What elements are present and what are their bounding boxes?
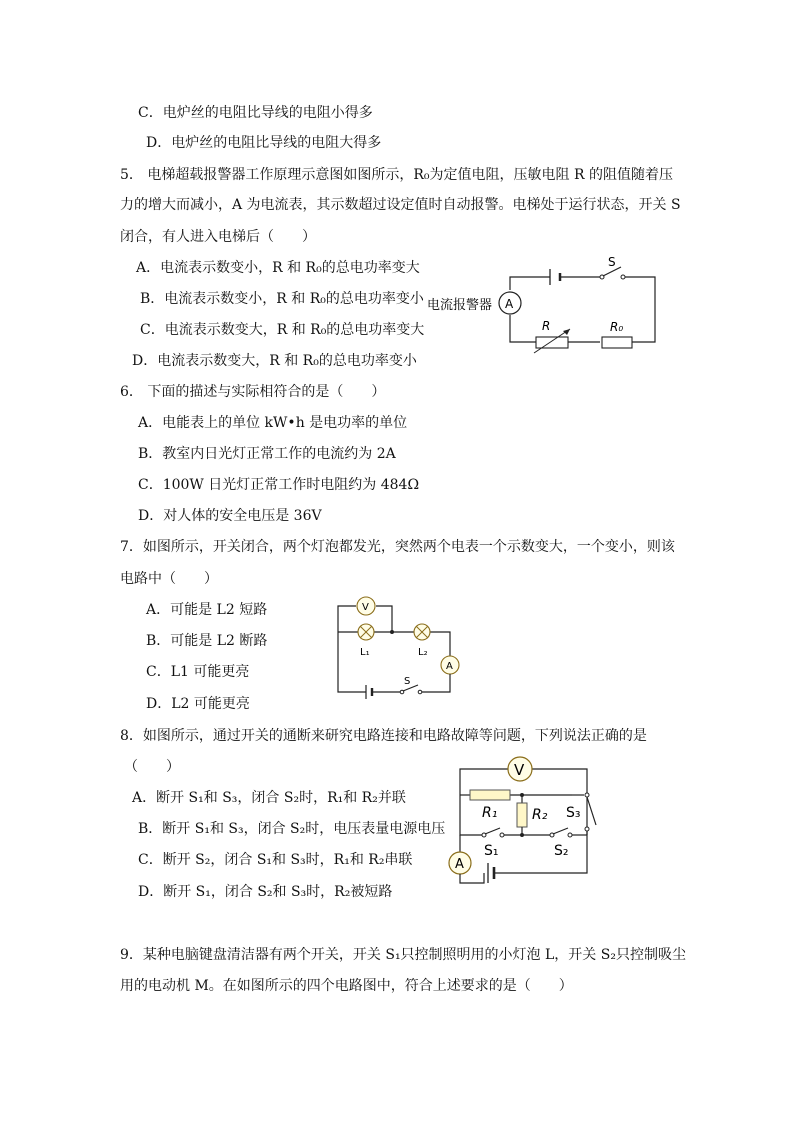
q6-option-c: C．100W 日光灯正常工作时电阻约为 484Ω <box>138 477 420 493</box>
q5-stem-line2: 力的增大而减小，A 为电流表，其示数超过设定值时自动报警。电梯处于运行状态，开关 S <box>120 197 681 213</box>
q8-option-d: D．断开 S₁，闭合 S₂和 S₃时，R₂被短路 <box>138 884 393 900</box>
q8-option-c: C．断开 S₂，闭合 S₁和 S₃时，R₁和 R₂串联 <box>138 852 413 868</box>
q7-option-a: A．可能是 L2 短路 <box>146 602 268 618</box>
ammeter-label: A <box>455 857 464 872</box>
q9-stem-line1: 9．某种电脑键盘清洁器有两个开关，开关 S₁只控制照明用的小灯泡 L，开关 S₂只控制吸尘 <box>120 947 686 963</box>
switch-s3-icon <box>587 797 596 825</box>
voltmeter-label: V <box>362 602 369 613</box>
resistor-r2-icon <box>517 803 527 827</box>
q7-circuit-diagram <box>330 596 470 696</box>
ammeter-label: A <box>505 297 514 311</box>
q6-option-b: B．教室内日光灯正常工作的电流约为 2A <box>138 446 396 462</box>
q4-option-d: D．电炉丝的电阻比导线的电阻大得多 <box>146 135 382 151</box>
q5-option-b: B．电流表示数变小，R 和 R₀的总电功率变小 <box>140 291 424 307</box>
q5-option-a: A．电流表示数变小，R 和 R₀的总电功率变大 <box>136 260 420 276</box>
q5-stem-line1: 5． 电梯超载报警器工作原理示意图如图所示，R₀为定值电阻，压敏电阻 R 的阻值随着压 <box>120 167 673 183</box>
q9-stem-line2: 用的电动机 M。在如图所示的四个电路图中，符合上述要求的是（ ） <box>120 978 573 994</box>
switch-s3-label: S₃ <box>566 805 581 821</box>
q6-option-d: D．对人体的安全电压是 36V <box>138 508 322 524</box>
lamp-l2-label: L₂ <box>418 647 428 658</box>
q7-option-d: D．L2 可能更亮 <box>146 696 250 712</box>
q7-stem-line2: 电路中（ ） <box>120 571 218 587</box>
resistor-r1-label: R₁ <box>482 805 498 821</box>
voltmeter-label: V <box>514 761 525 779</box>
resistor-r1-icon <box>470 790 510 800</box>
q8-stem-line1: 8．如图所示，通过开关的通断来研究电路连接和电路故障等问题，下列说法正确的是 <box>120 728 647 744</box>
switch-s2-icon <box>553 828 568 834</box>
q5-stem-line3: 闭合，有人进入电梯后（ ） <box>120 229 316 245</box>
q8-option-b: B．断开 S₁和 S₃，闭合 S₂时，电压表量电源电压 <box>138 821 446 837</box>
switch-s1-label: S₁ <box>484 843 499 859</box>
switch-s2-label: S₂ <box>554 843 569 859</box>
q6-option-a: A．电能表上的单位 kW•h 是电功率的单位 <box>138 415 408 431</box>
pressure-resistor-icon <box>536 337 568 348</box>
switch-label: S <box>608 255 616 269</box>
q8-circuit-diagram <box>444 755 604 900</box>
q5-option-c: C．电流表示数变大，R 和 R₀的总电功率变大 <box>140 322 425 338</box>
fixed-resistor-icon <box>602 337 632 348</box>
q5-circuit-diagram <box>420 255 670 355</box>
q8-stem-line2: （ ） <box>124 759 180 775</box>
q4-option-c: C．电炉丝的电阻比导线的电阻小得多 <box>138 105 373 121</box>
q5-option-d: D．电流表示数变大，R 和 R₀的总电功率变小 <box>132 353 417 369</box>
switch-s1-icon <box>485 828 500 834</box>
q8-option-a: A．断开 S₁和 S₃，闭合 S₂时，R₁和 R₂并联 <box>132 790 406 806</box>
resistor-r-label: R <box>542 319 551 333</box>
q6-stem: 6． 下面的描述与实际相符合的是（ ） <box>120 384 386 400</box>
q7-option-b: B．可能是 L2 断路 <box>146 633 268 649</box>
lamp-l1-label: L₁ <box>360 647 370 658</box>
resistor-r0-label: R₀ <box>610 320 624 334</box>
resistor-r2-label: R₂ <box>532 807 548 823</box>
ammeter-label: A <box>446 661 453 672</box>
alarm-label: 电流报警器 <box>427 298 493 313</box>
q7-option-c: C．L1 可能更亮 <box>146 664 250 680</box>
q7-stem-line1: 7．如图所示，开关闭合，两个灯泡都发光，突然两个电表一个示数变大，一个变小，则该 <box>120 539 675 555</box>
switch-label: S <box>404 676 411 687</box>
